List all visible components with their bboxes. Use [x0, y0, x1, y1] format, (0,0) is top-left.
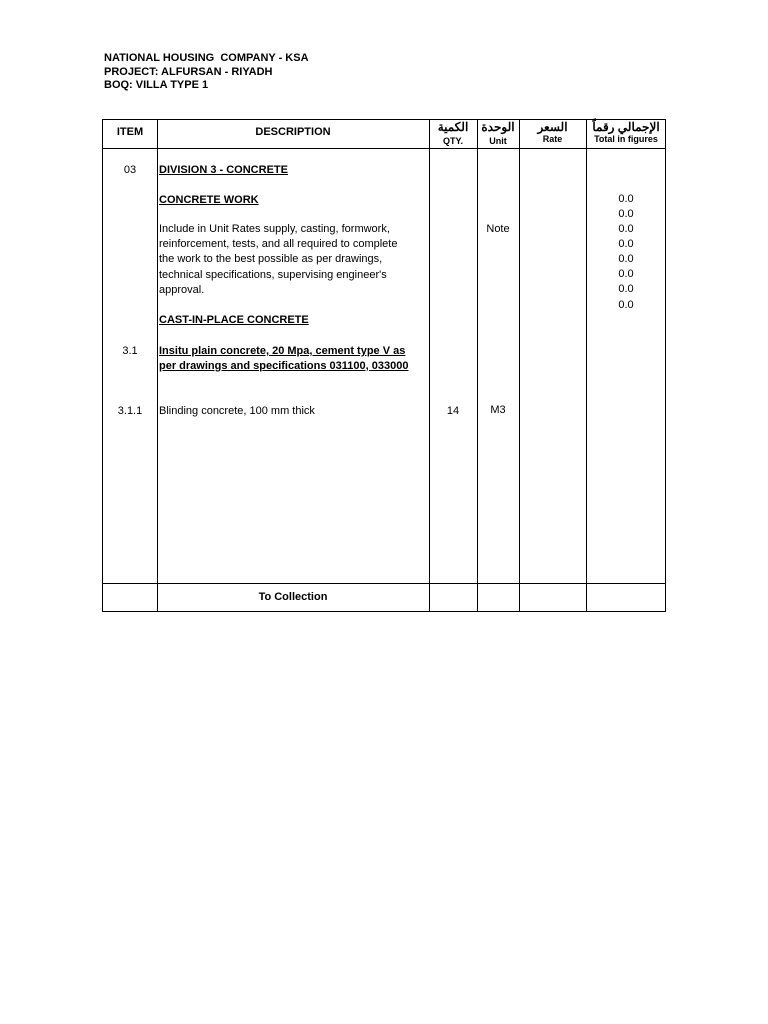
- to-collection-label: To Collection: [258, 591, 328, 603]
- col-divider: [477, 120, 478, 611]
- col-header-rate-ar: السعر: [537, 120, 568, 134]
- col-header-qty-ar: الكمية: [437, 120, 469, 134]
- col-header-description: DESCRIPTION: [255, 126, 331, 138]
- item-3-1-1-unit: M3: [490, 404, 506, 416]
- col-header-item: ITEM: [116, 126, 144, 138]
- item-3-1-description: Insitu plain concrete, 20 Mpa, cement type V as per drawings and specifications 031100, 033000: [159, 345, 409, 372]
- total-value: 0.0: [618, 283, 634, 295]
- total-value: 0.0: [618, 238, 634, 250]
- general-note: Include in Unit Rates supply, casting, formwork, reinforcement, tests, and all required to complete the work to the best possible as per drawings, technical specifications, supervising engineer's approval.: [159, 223, 398, 296]
- col-divider: [519, 120, 520, 611]
- item-3-1-1-qty: 14: [446, 405, 460, 417]
- col-header-total-ar: الإجمالي رقماً: [592, 120, 660, 134]
- col-divider: [429, 120, 430, 611]
- boq-table: [102, 119, 666, 612]
- division-title: DIVISION 3 - CONCRETE: [159, 164, 288, 176]
- col-header-total: Total in figures: [594, 134, 658, 144]
- note-unit: Note: [486, 223, 510, 235]
- col-header-qty: QTY.: [442, 136, 463, 146]
- total-value: 0.0: [618, 253, 634, 265]
- boq-title: BOQ: VILLA TYPE 1: [104, 79, 209, 91]
- footer-divider: [103, 583, 665, 584]
- cast-in-place-heading: CAST-IN-PLACE CONCRETE: [159, 314, 309, 326]
- project-name: PROJECT: ALFURSAN - RIYADH: [104, 65, 273, 78]
- col-divider: [157, 120, 158, 611]
- total-value: 0.0: [618, 223, 634, 235]
- total-value: 0.0: [618, 208, 634, 220]
- item-3-1-number: 3.1: [122, 345, 138, 357]
- col-header-unit: Unit: [489, 136, 507, 146]
- item-3-1-1-number: 3.1.1: [117, 405, 143, 417]
- header-divider: [103, 148, 665, 149]
- col-header-unit-ar: الوحدة: [481, 120, 515, 134]
- item-3-1-1-description: Blinding concrete, 100 mm thick: [159, 405, 315, 417]
- col-header-rate: Rate: [542, 134, 563, 144]
- total-value: 0.0: [618, 268, 634, 280]
- concrete-work-heading: CONCRETE WORK: [159, 194, 259, 206]
- total-value: 0.0: [618, 193, 634, 205]
- company-name: NATIONAL HOUSING COMPANY - KSA: [104, 52, 309, 64]
- total-value: 0.0: [618, 299, 634, 311]
- document-header: [104, 52, 309, 93]
- division-item-number: 03: [123, 164, 137, 176]
